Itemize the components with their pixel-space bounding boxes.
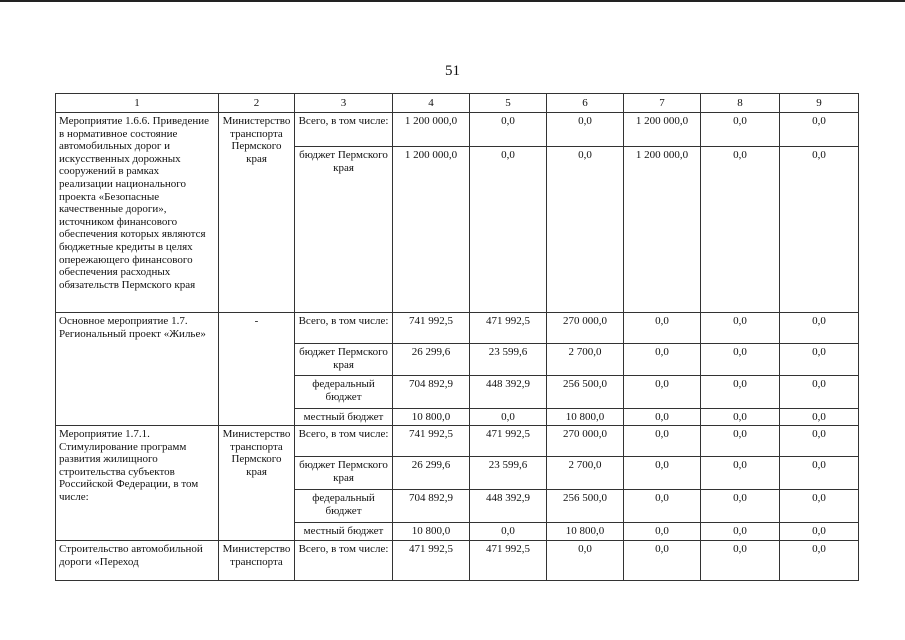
value-cell: 471 992,5 — [470, 541, 547, 581]
table-row — [56, 426, 859, 457]
value-cell: 0,0 — [780, 409, 859, 426]
value-cell: 2 700,0 — [547, 344, 624, 376]
header-cell: 2 — [219, 94, 295, 113]
value-cell: 0,0 — [701, 409, 780, 426]
value-cell: 0,0 — [701, 113, 780, 147]
value-cell: 0,0 — [701, 490, 780, 523]
value-cell: 0,0 — [780, 376, 859, 409]
value-cell: 23 599,6 — [470, 457, 547, 490]
value-cell: 0,0 — [780, 344, 859, 376]
page-top-rule — [0, 0, 905, 2]
value-cell: 0,0 — [701, 344, 780, 376]
value-cell: 256 500,0 — [547, 490, 624, 523]
funding-source-cell: местный бюджет — [295, 409, 393, 426]
header-cell: 3 — [295, 94, 393, 113]
value-cell: 704 892,9 — [393, 376, 470, 409]
value-cell: 10 800,0 — [393, 409, 470, 426]
table-row — [56, 113, 859, 147]
value-cell: 0,0 — [780, 113, 859, 147]
executor-cell: Министерство транспорта Пермского края — [219, 426, 295, 541]
header-cell: 8 — [701, 94, 780, 113]
value-cell: 0,0 — [624, 376, 701, 409]
value-cell: 26 299,6 — [393, 457, 470, 490]
value-cell: 1 200 000,0 — [393, 147, 470, 313]
budget-table — [55, 93, 859, 581]
value-cell: 270 000,0 — [547, 426, 624, 457]
value-cell: 0,0 — [701, 523, 780, 541]
value-cell: 0,0 — [547, 541, 624, 581]
funding-source-cell: бюджет Пермского края — [295, 344, 393, 376]
value-cell: 0,0 — [780, 541, 859, 581]
value-cell: 448 392,9 — [470, 376, 547, 409]
table-row — [56, 313, 859, 344]
value-cell: 0,0 — [470, 147, 547, 313]
executor-cell: Министерство транспорта — [219, 541, 295, 581]
value-cell: 1 200 000,0 — [624, 147, 701, 313]
value-cell: 1 200 000,0 — [624, 113, 701, 147]
value-cell: 23 599,6 — [470, 344, 547, 376]
executor-cell: Министерство транспорта Пермского края — [219, 113, 295, 313]
header-cell: 6 — [547, 94, 624, 113]
funding-source-cell: бюджет Пермского края — [295, 147, 393, 313]
value-cell: 0,0 — [701, 541, 780, 581]
header-cell: 5 — [470, 94, 547, 113]
value-cell: 0,0 — [624, 409, 701, 426]
value-cell: 471 992,5 — [470, 426, 547, 457]
value-cell: 2 700,0 — [547, 457, 624, 490]
value-cell: 0,0 — [701, 457, 780, 490]
funding-source-cell: Всего, в том числе: — [295, 426, 393, 457]
value-cell: 0,0 — [701, 313, 780, 344]
measure-description: Основное мероприятие 1.7. Региональный проект «Жилье» — [56, 313, 219, 426]
header-cell: 4 — [393, 94, 470, 113]
value-cell: 0,0 — [624, 457, 701, 490]
header-cell: 9 — [780, 94, 859, 113]
value-cell: 471 992,5 — [470, 313, 547, 344]
value-cell: 0,0 — [780, 490, 859, 523]
value-cell: 0,0 — [624, 313, 701, 344]
funding-source-cell: федеральный бюджет — [295, 376, 393, 409]
value-cell: 0,0 — [780, 426, 859, 457]
value-cell: 0,0 — [780, 523, 859, 541]
value-cell: 270 000,0 — [547, 313, 624, 344]
header-cell: 1 — [56, 94, 219, 113]
value-cell: 0,0 — [701, 147, 780, 313]
value-cell: 26 299,6 — [393, 344, 470, 376]
measure-description: Строительство автомобильной дороги «Переход — [56, 541, 219, 581]
value-cell: 0,0 — [470, 523, 547, 541]
funding-source-cell: Всего, в том числе: — [295, 541, 393, 581]
value-cell: 448 392,9 — [470, 490, 547, 523]
value-cell: 1 200 000,0 — [393, 113, 470, 147]
value-cell: 10 800,0 — [547, 409, 624, 426]
value-cell: 471 992,5 — [393, 541, 470, 581]
value-cell: 10 800,0 — [393, 523, 470, 541]
page-number: 51 — [445, 63, 460, 79]
value-cell: 0,0 — [624, 344, 701, 376]
value-cell: 704 892,9 — [393, 490, 470, 523]
value-cell: 0,0 — [780, 147, 859, 313]
value-cell: 741 992,5 — [393, 426, 470, 457]
value-cell: 0,0 — [624, 541, 701, 581]
table-header-row — [56, 94, 859, 113]
value-cell: 0,0 — [701, 426, 780, 457]
executor-cell: - — [219, 313, 295, 426]
value-cell: 0,0 — [470, 409, 547, 426]
header-cell: 7 — [624, 94, 701, 113]
funding-source-cell: местный бюджет — [295, 523, 393, 541]
value-cell: 0,0 — [547, 113, 624, 147]
funding-source-cell: бюджет Пермского края — [295, 457, 393, 490]
value-cell: 0,0 — [624, 523, 701, 541]
value-cell: 0,0 — [701, 376, 780, 409]
funding-source-cell: Всего, в том числе: — [295, 113, 393, 147]
funding-source-cell: федеральный бюджет — [295, 490, 393, 523]
measure-description: Мероприятие 1.6.6. Приведение в нормативное состояние автомобильных дорог и искусственных дорожных сооружений в рамках реализации национального проекта «Безопасные качественные дороги», источником финансового обеспечения которых являются бюджетные кредиты в целях опережающего финансового обеспечения расходных обязательств Пермского края — [56, 113, 219, 313]
funding-source-cell: Всего, в том числе: — [295, 313, 393, 344]
measure-description: Мероприятие 1.7.1. Стимулирование программ развития жилищного строительства субъектов Российской Федерации, в том числе: — [56, 426, 219, 541]
value-cell: 256 500,0 — [547, 376, 624, 409]
value-cell: 0,0 — [624, 426, 701, 457]
value-cell: 741 992,5 — [393, 313, 470, 344]
value-cell: 0,0 — [780, 313, 859, 344]
value-cell: 0,0 — [624, 490, 701, 523]
table-row — [56, 541, 859, 581]
value-cell: 0,0 — [780, 457, 859, 490]
value-cell: 10 800,0 — [547, 523, 624, 541]
value-cell: 0,0 — [547, 147, 624, 313]
value-cell: 0,0 — [470, 113, 547, 147]
